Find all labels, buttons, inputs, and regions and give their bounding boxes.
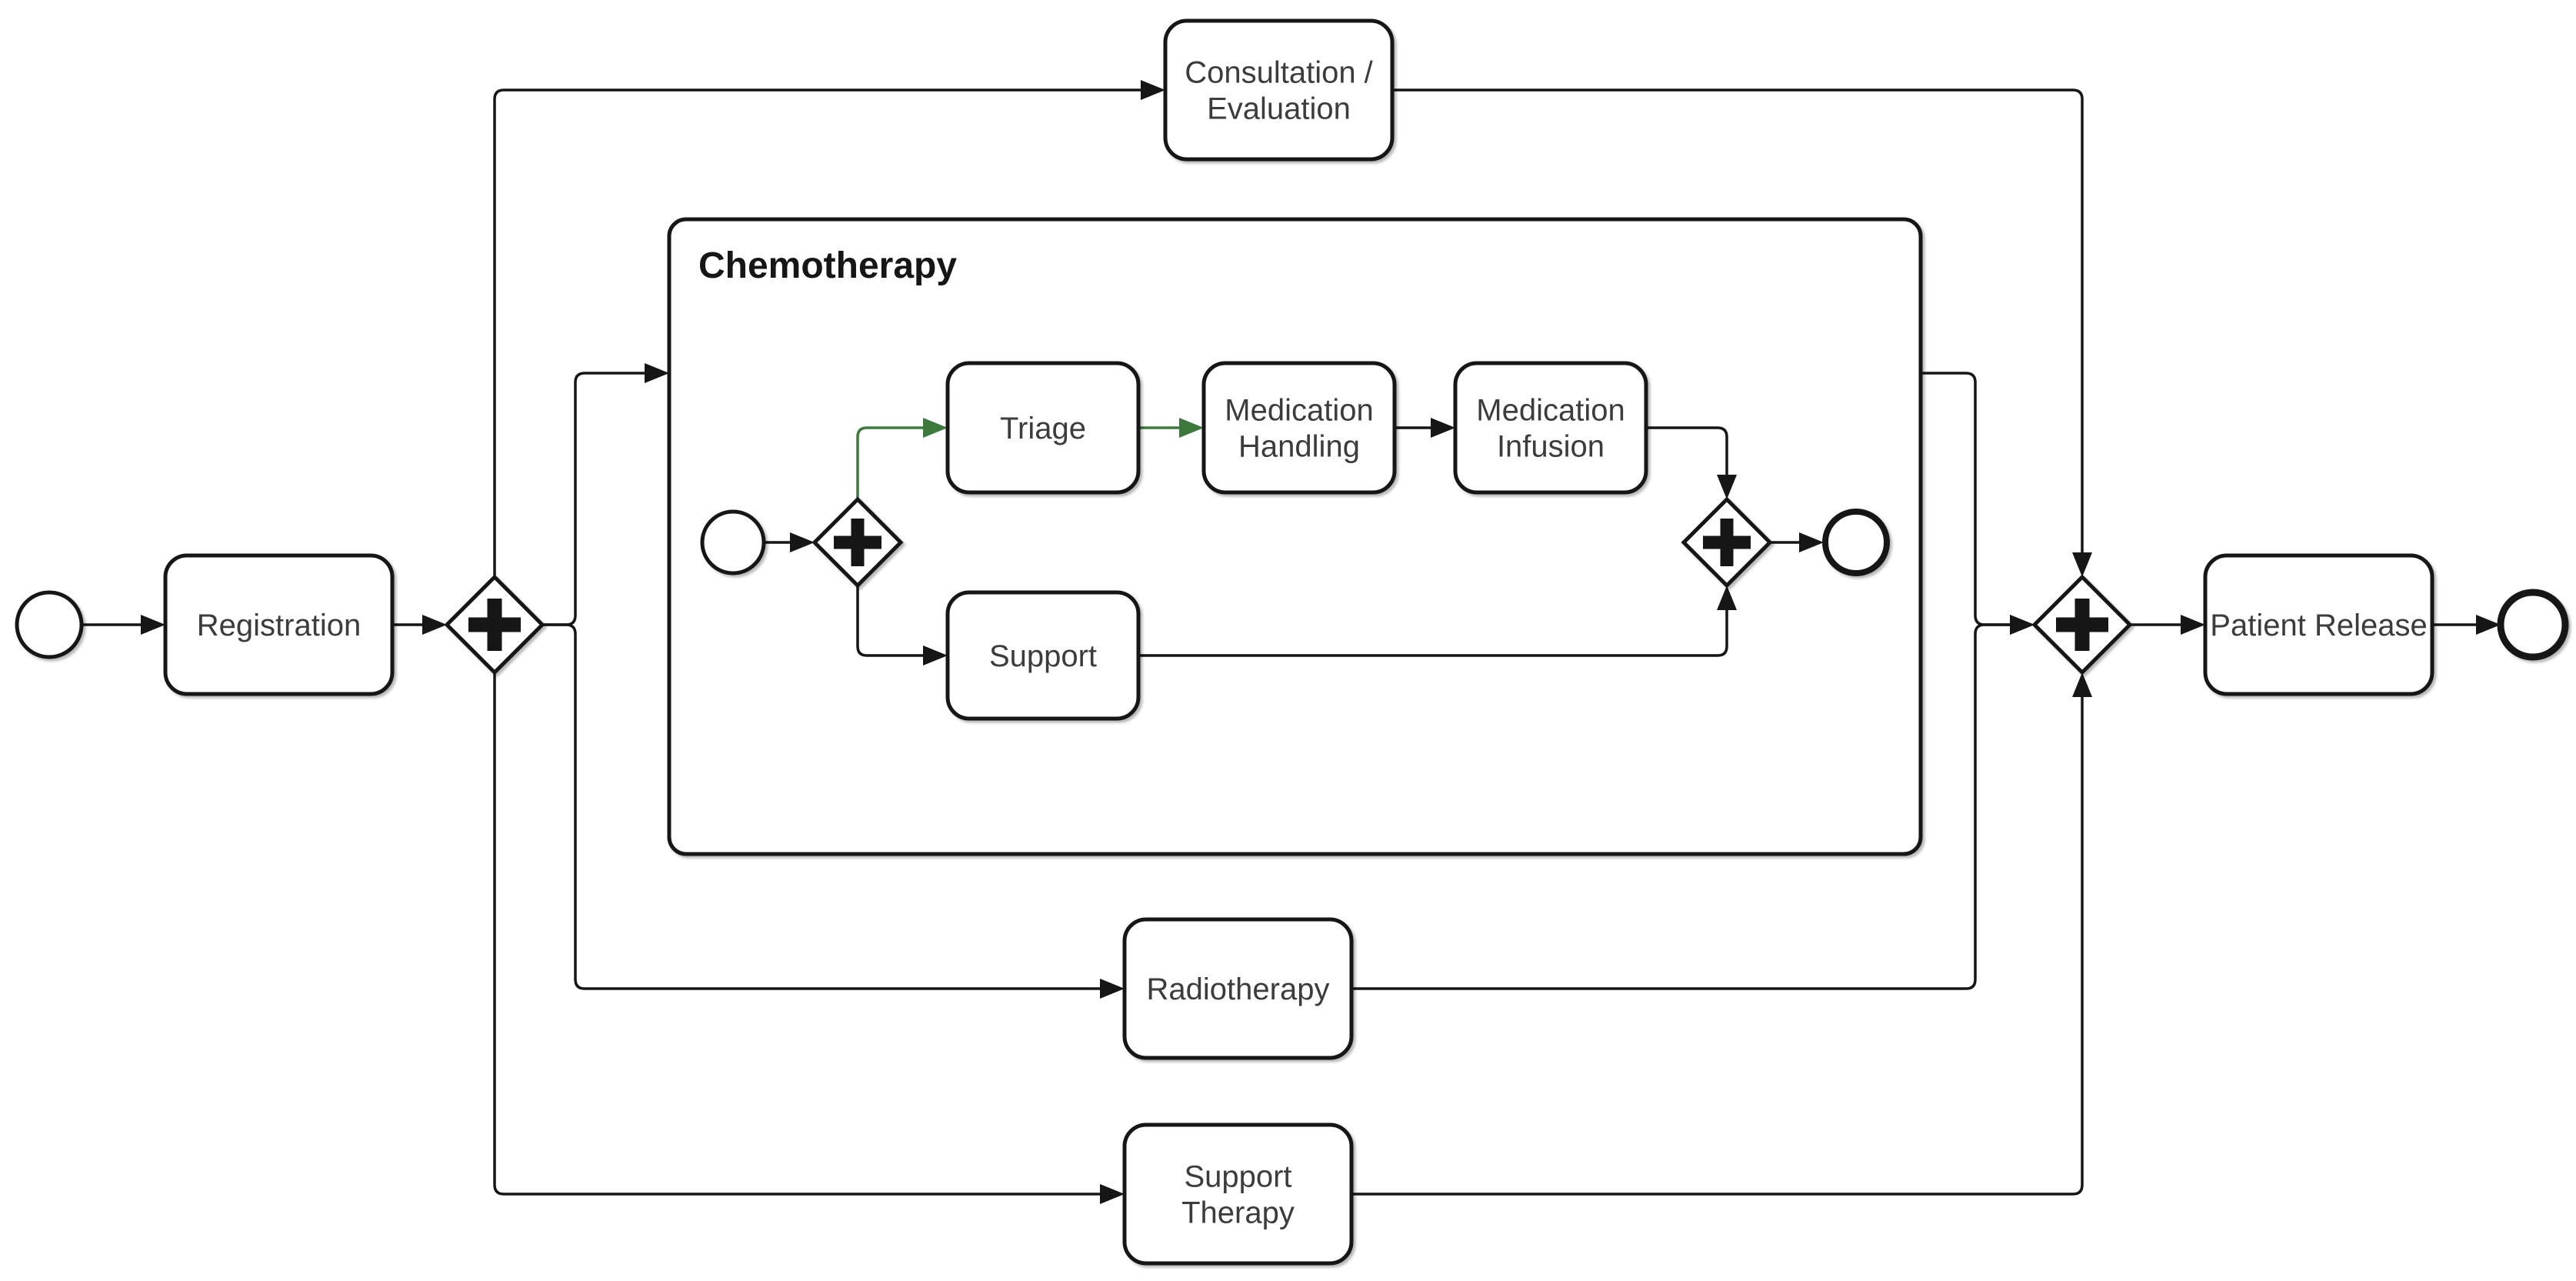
chemo-start-event: [702, 512, 764, 573]
flow-chemotherapy-to-join: [1921, 373, 2034, 635]
start-event-circle: [17, 592, 82, 657]
arrowhead-icon: [1100, 979, 1125, 999]
chemo-end-event: [1825, 512, 1887, 573]
task-label: Medication Infusion: [1476, 393, 1625, 464]
task-label: Patient Release: [2210, 609, 2428, 642]
task-box: [1455, 363, 1646, 492]
task-label: Registration: [196, 609, 362, 642]
task-patient-release: [2205, 555, 2432, 694]
arrowhead-icon: [2072, 552, 2092, 577]
flow-line: [1921, 373, 2014, 625]
start-event: [17, 592, 82, 657]
task-box: [1165, 21, 1392, 159]
arrowhead-icon: [1141, 80, 1165, 100]
arrowhead-icon: [422, 615, 447, 635]
end-event-circle: [1825, 512, 1887, 573]
task-label: Consultation / Evaluation: [1185, 55, 1373, 126]
parallel-gateway-join: [2034, 577, 2130, 672]
flow-split-to-chemotherapy: [542, 363, 669, 625]
arrowhead-icon: [645, 363, 669, 383]
end-event-circle: [2501, 592, 2565, 657]
arrowhead-icon: [141, 615, 165, 635]
task-support: [948, 592, 1138, 719]
arrowhead-icon: [2072, 672, 2092, 697]
flow-start-to-registration: [82, 615, 165, 635]
task-box: [1204, 363, 1395, 492]
arrowhead-icon: [2181, 615, 2205, 635]
parallel-gateway-split: [447, 577, 542, 672]
arrowhead-icon: [1100, 1184, 1125, 1204]
task-support-therapy: [1125, 1125, 1351, 1263]
start-event-circle: [702, 512, 764, 573]
task-registration: [165, 555, 392, 694]
task-label: Radiotherapy: [1146, 972, 1330, 1006]
task-radiotherapy: [1125, 919, 1351, 1058]
task-medication-infusion: [1455, 363, 1646, 492]
end-event: [2501, 592, 2565, 657]
arrowhead-icon: [2476, 615, 2501, 635]
flow-line: [542, 373, 649, 625]
task-consultation-evaluation: [1165, 21, 1392, 159]
task-medication-handling: [1204, 363, 1395, 492]
flow-join-to-patient-release: [2130, 615, 2205, 635]
task-triage: [948, 363, 1138, 492]
task-label: Triage: [1000, 412, 1086, 445]
flow-registration-to-split: [392, 615, 447, 635]
task-label: Medication Handling: [1225, 393, 1374, 464]
task-box: [1125, 1125, 1351, 1263]
arrowhead-icon: [2010, 615, 2034, 635]
task-label: Support: [988, 639, 1098, 673]
flow-patient-release-to-end: [2432, 615, 2501, 635]
task-label: Support Therapy: [1181, 1159, 1295, 1230]
subprocess-title: Chemotherapy: [698, 245, 958, 286]
